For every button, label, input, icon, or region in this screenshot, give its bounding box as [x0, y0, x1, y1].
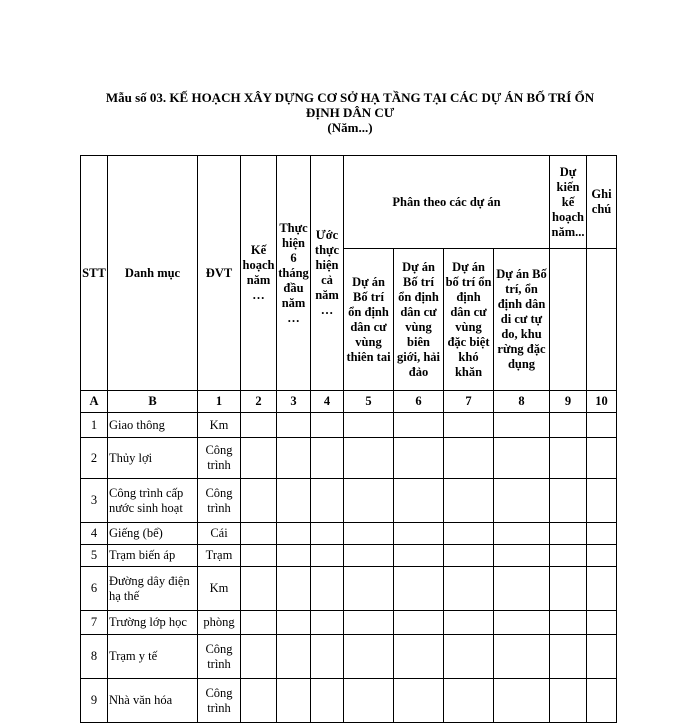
table-row: [81, 679, 617, 723]
data-cell[interactable]: [277, 567, 311, 611]
data-cell[interactable]: [344, 567, 394, 611]
data-cell[interactable]: [494, 545, 550, 567]
column-number: B: [108, 391, 198, 413]
data-cell[interactable]: [344, 479, 394, 523]
column-number: 2: [241, 391, 277, 413]
header-dvt: ĐVT: [198, 156, 241, 391]
row-name: Thủy lợi: [108, 438, 198, 479]
row-name: Giao thông: [108, 413, 198, 438]
table-row: [81, 545, 617, 567]
data-cell[interactable]: [394, 545, 444, 567]
row-stt: 7: [81, 611, 108, 635]
table-row: [81, 567, 617, 611]
data-cell[interactable]: [394, 413, 444, 438]
row-stt: 6: [81, 567, 108, 611]
data-cell[interactable]: [394, 567, 444, 611]
header-du-an-dac-biet-kho-khan: Dự án bố trí ổn định dân cư vùng đặc biệt khó khăn: [444, 249, 494, 391]
row-name: Giếng (bể): [108, 523, 198, 545]
table-row: [81, 479, 617, 523]
data-cell[interactable]: [550, 611, 587, 635]
row-name: Nhà văn hóa: [108, 679, 198, 723]
column-number-row: [81, 391, 617, 413]
data-cell[interactable]: [494, 567, 550, 611]
data-cell[interactable]: [344, 438, 394, 479]
data-cell[interactable]: [444, 438, 494, 479]
data-cell[interactable]: [394, 479, 444, 523]
data-cell[interactable]: [241, 479, 277, 523]
data-cell[interactable]: [494, 523, 550, 545]
data-cell[interactable]: [277, 545, 311, 567]
data-cell[interactable]: [277, 523, 311, 545]
data-cell[interactable]: [311, 611, 344, 635]
data-cell[interactable]: [587, 611, 617, 635]
data-cell[interactable]: [241, 635, 277, 679]
column-number: A: [81, 391, 108, 413]
form-title: [0, 90, 700, 135]
header-thuc-hien: Thực hiện 6 tháng đầu năm …: [277, 156, 311, 391]
data-cell[interactable]: [394, 679, 444, 723]
data-cell[interactable]: [444, 611, 494, 635]
column-number: 4: [311, 391, 344, 413]
data-cell[interactable]: [241, 438, 277, 479]
row-unit: Km: [198, 567, 241, 611]
header-du-kien: Dự kiến kế hoạch năm...: [550, 156, 587, 249]
data-cell[interactable]: [277, 635, 311, 679]
row-stt: 2: [81, 438, 108, 479]
data-cell[interactable]: [344, 545, 394, 567]
row-name: Trạm biến áp: [108, 545, 198, 567]
data-cell[interactable]: [444, 523, 494, 545]
data-cell[interactable]: [587, 679, 617, 723]
row-stt: 5: [81, 545, 108, 567]
header-du-an-thien-tai: Dự án Bố trí ổn định dân cư vùng thiên tai: [344, 249, 394, 391]
row-unit: phòng: [198, 611, 241, 635]
data-cell[interactable]: [494, 479, 550, 523]
data-cell[interactable]: [311, 567, 344, 611]
data-cell[interactable]: [241, 523, 277, 545]
data-cell[interactable]: [587, 438, 617, 479]
data-cell[interactable]: [311, 679, 344, 723]
data-cell[interactable]: [587, 413, 617, 438]
data-cell[interactable]: [241, 567, 277, 611]
row-name: Đường dây điện hạ thế: [108, 567, 198, 611]
table-row: [81, 635, 617, 679]
column-number: 10: [587, 391, 617, 413]
data-cell[interactable]: [494, 413, 550, 438]
data-cell[interactable]: [587, 523, 617, 545]
data-cell[interactable]: [550, 413, 587, 438]
data-cell[interactable]: [494, 438, 550, 479]
header-danh-muc: Danh mục: [108, 156, 198, 391]
header-du-an-di-cu-tu-do: Dự án Bố trí, ổn định dân di cư tự do, khu rừng đặc dụng: [494, 249, 550, 391]
data-cell[interactable]: [311, 479, 344, 523]
row-stt: 1: [81, 413, 108, 438]
header-stt: STT: [81, 156, 108, 391]
title-line-1: Mẫu số 03. KẾ HOẠCH XÂY DỰNG CƠ SỞ HẠ TẦNG TẠI CÁC DỰ ÁN BỐ TRÍ ỔN: [105, 90, 595, 105]
data-cell[interactable]: [241, 545, 277, 567]
data-cell[interactable]: [344, 635, 394, 679]
row-unit: Công trình: [198, 679, 241, 723]
data-cell[interactable]: [311, 438, 344, 479]
data-cell[interactable]: [587, 635, 617, 679]
data-cell[interactable]: [241, 679, 277, 723]
row-stt: 8: [81, 635, 108, 679]
header-ghi-chu-blank: [587, 249, 617, 391]
row-unit: Công trình: [198, 635, 241, 679]
data-cell[interactable]: [550, 479, 587, 523]
row-stt: 4: [81, 523, 108, 545]
data-cell[interactable]: [394, 438, 444, 479]
data-cell[interactable]: [550, 679, 587, 723]
header-du-an-bien-gioi: Dự án Bố trí ổn định dân cư vùng biên giới, hải đảo: [394, 249, 444, 391]
column-number: 9: [550, 391, 587, 413]
row-unit: Cái: [198, 523, 241, 545]
title-line-2: ĐỊNH DÂN CƯ: [305, 105, 395, 120]
data-cell[interactable]: [444, 545, 494, 567]
data-cell[interactable]: [587, 545, 617, 567]
data-cell[interactable]: [311, 635, 344, 679]
table-row: [81, 611, 617, 635]
table-row: [81, 438, 617, 479]
row-name: Công trình cấp nước sinh hoạt: [108, 479, 198, 523]
data-cell[interactable]: [444, 413, 494, 438]
column-number: 5: [344, 391, 394, 413]
column-number: 6: [394, 391, 444, 413]
data-cell[interactable]: [241, 413, 277, 438]
data-cell[interactable]: [444, 679, 494, 723]
data-cell[interactable]: [311, 413, 344, 438]
data-cell[interactable]: [394, 523, 444, 545]
column-number: 7: [444, 391, 494, 413]
column-number: 1: [198, 391, 241, 413]
data-cell[interactable]: [277, 438, 311, 479]
table-row: [81, 523, 617, 545]
header-du-kien-blank: [550, 249, 587, 391]
data-cell[interactable]: [277, 679, 311, 723]
data-cell[interactable]: [550, 523, 587, 545]
data-cell[interactable]: [241, 611, 277, 635]
infrastructure-plan-table: [80, 155, 617, 723]
header-ghi-chu: Ghi chú: [587, 156, 617, 249]
data-cell[interactable]: [587, 479, 617, 523]
table-row: [81, 413, 617, 438]
row-unit: Trạm: [198, 545, 241, 567]
data-cell[interactable]: [550, 545, 587, 567]
header-uoc-thuc-hien: Ước thực hiện cả năm …: [311, 156, 344, 391]
data-cell[interactable]: [587, 567, 617, 611]
data-cell[interactable]: [444, 567, 494, 611]
data-cell[interactable]: [550, 635, 587, 679]
data-cell[interactable]: [550, 438, 587, 479]
data-cell[interactable]: [277, 479, 311, 523]
header-ke-hoach: Kế hoạch năm …: [241, 156, 277, 391]
data-cell[interactable]: [344, 523, 394, 545]
data-cell[interactable]: [494, 679, 550, 723]
row-name: Trường lớp học: [108, 611, 198, 635]
data-cell[interactable]: [444, 635, 494, 679]
data-cell[interactable]: [277, 413, 311, 438]
row-name: Trạm y tế: [108, 635, 198, 679]
data-cell[interactable]: [344, 679, 394, 723]
column-number: 8: [494, 391, 550, 413]
data-cell[interactable]: [311, 523, 344, 545]
data-cell[interactable]: [494, 635, 550, 679]
row-stt: 3: [81, 479, 108, 523]
data-cell[interactable]: [311, 545, 344, 567]
data-cell[interactable]: [344, 611, 394, 635]
row-unit: Km: [198, 413, 241, 438]
title-line-3: (Năm...): [327, 120, 373, 135]
data-cell[interactable]: [550, 567, 587, 611]
row-unit: Công trình: [198, 438, 241, 479]
data-cell[interactable]: [444, 479, 494, 523]
column-number: 3: [277, 391, 311, 413]
header-phan-theo-du-an: Phân theo các dự án: [344, 156, 550, 249]
data-cell[interactable]: [494, 611, 550, 635]
data-cell[interactable]: [344, 413, 394, 438]
row-unit: Công trình: [198, 479, 241, 523]
data-cell[interactable]: [277, 611, 311, 635]
data-cell[interactable]: [394, 611, 444, 635]
row-stt: 9: [81, 679, 108, 723]
data-cell[interactable]: [394, 635, 444, 679]
